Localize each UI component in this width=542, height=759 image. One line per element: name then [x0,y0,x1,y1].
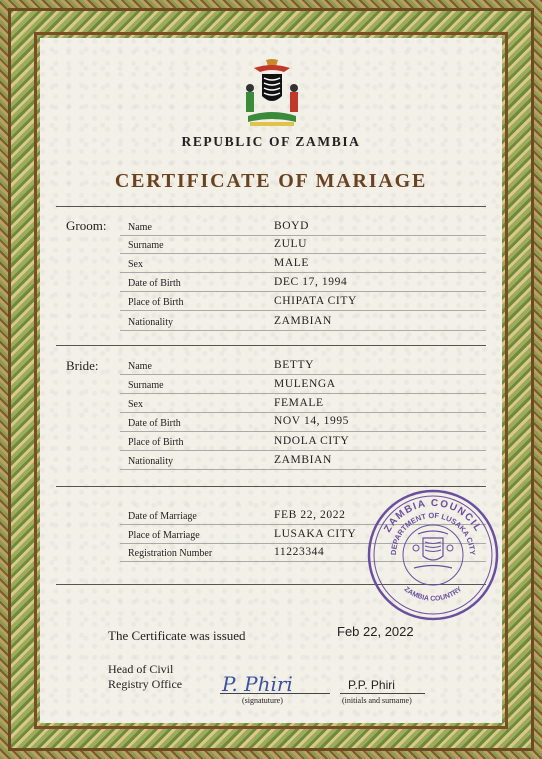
row-line [120,291,486,292]
issued-text: The Certificate was issued [108,628,246,643]
bride-sex-label: Sex [128,399,143,410]
groom-name-label: Name [128,222,152,233]
registration-number-label: Registration Number [128,548,213,559]
bride-dob-label: Date of Birth [128,418,181,429]
section-divider [56,486,486,487]
registration-number-value: 11223344 [274,546,325,558]
row-line [120,310,486,311]
bride-dob-value: NOV 14, 1995 [274,415,350,427]
groom-pob-label: Place of Birth [128,297,184,308]
row-line [120,272,486,273]
bride-name-value: BETTY [274,359,315,371]
groom-nationality-label: Nationality [128,317,173,328]
initials-caption: (initials and surname) [342,696,412,705]
row-line [120,469,486,470]
row-line [120,450,486,451]
groom-dob-label: Date of Birth [128,278,181,289]
bride-pob-label: Place of Birth [128,437,184,448]
groom-name-value: BOYD [274,220,309,232]
groom-surname-value: ZULU [274,238,308,250]
marriage-date-value: FEB 22, 2022 [274,509,346,521]
groom-label: Groom: [66,218,107,233]
marriage-place-value: LUSAKA CITY [274,528,357,540]
bride-sex-value: FEMALE [274,397,324,409]
bride-surname-label: Surname [128,380,164,391]
groom-dob-value: DEC 17, 1994 [274,276,348,288]
row-line [120,235,486,236]
stamp-middle-text: DEPARTMENT OF LUSAKA CITY [388,510,478,556]
bride-label: Bride: [66,358,99,373]
certificate-title: CERTIFICATE OF MARIAGE [114,170,428,192]
row-line [120,253,486,254]
groom-nationality-value: ZAMBIAN [274,315,332,327]
marriage-date-label: Date of Marriage [128,511,197,522]
bride-nationality-label: Nationality [128,456,173,467]
coat-of-arms-icon [240,58,304,130]
signature: P. Phiri [222,672,293,696]
bride-name-label: Name [128,361,152,372]
head-office-label: Head of Civil Registry Office [108,662,183,691]
row-line [120,412,486,413]
groom-sex-value: MALE [274,257,309,269]
marriage-place-label: Place of Marriage [128,530,200,541]
issued-date: Feb 22, 2022 [337,624,414,639]
bride-nationality-value: ZAMBIAN [274,454,332,466]
groom-sex-label: Sex [128,259,143,270]
official-stamp [366,488,500,622]
initials-surname: P.P. Phiri [348,678,395,692]
initials-line [340,693,425,694]
bride-surname-value: MULENGA [274,378,336,390]
row-line [120,374,486,375]
groom-surname-label: Surname [128,240,164,251]
svg-text:ZAMBIA COUNTRY [403,586,464,603]
stamp-outer-text: ZAMBIA COUNCIL [382,497,484,535]
row-line [120,431,486,432]
row-line [120,330,486,331]
groom-pob-value: CHIPATA CITY [274,295,357,307]
stamp-bottom-text: ZAMBIA COUNTRY [402,585,464,603]
row-line [120,393,486,394]
section-divider [56,206,486,207]
republic-heading: REPUBLIC OF ZAMBIA [181,134,361,149]
section-divider [56,345,486,346]
bride-pob-value: NDOLA CITY [274,435,350,447]
signature-caption: (signatuture) [242,696,283,705]
signature-line [220,693,330,694]
